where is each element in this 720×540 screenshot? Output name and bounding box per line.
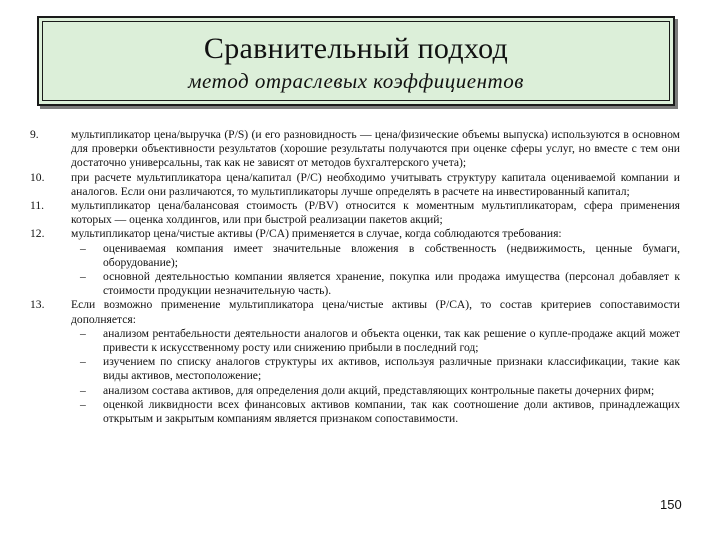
list-item-9	[30, 128, 680, 171]
sub-item-text: анализом состава активов, для определения доли акций, представляющих контрольные пакеты дочерних фирм;	[103, 383, 655, 397]
dash-bullet: –	[80, 270, 86, 284]
dash-bullet: –	[80, 397, 86, 411]
sub-item	[71, 242, 680, 270]
sub-item	[71, 355, 680, 383]
slide-title: Сравнительный подход	[203, 32, 509, 65]
sub-item	[71, 327, 680, 355]
item-text: мультипликатор цена/чистые активы (P/CA) применяется в случае, когда соблюдаются требования:	[71, 227, 562, 241]
dash-bullet: –	[80, 355, 86, 369]
sub-item-text: изучением по списку аналогов структуры их активов, используя различные признаки классификации, такие как виды активов, местоположение;	[103, 355, 680, 383]
list-item-10	[30, 171, 680, 199]
list-item-11	[30, 199, 680, 227]
dash-bullet: –	[80, 241, 86, 255]
item-number: 9.	[30, 128, 39, 141]
item-text: при расчете мультипликатора цена/капитал (P/C) необходимо учитывать структуру капитала оцениваемой компании и аналогов. Если они различаются, то мультипликаторы лучше определять в расчете на инвестированный капитал;	[71, 170, 680, 198]
sub-item-text: оценкой ликвидности всех финансовых активов компании, так как соотношение доли активов, принадлежащих открытым и закрытым компаниям является признаком сопоставимости.	[103, 397, 680, 426]
numbered-list	[30, 128, 680, 426]
list-item-13	[30, 298, 680, 426]
sub-item-text: анализом рентабельности деятельности аналогов и объекта оценки, так как решение о купле-продаже акций может привести к искусственному росту или снижению прибыли в последний год;	[103, 326, 680, 355]
slide-subtitle: метод отраслевых коэффициентов	[188, 69, 524, 93]
item-number: 11.	[30, 199, 45, 213]
dash-bullet: –	[80, 383, 86, 397]
sub-item	[71, 398, 680, 426]
dash-bullet: –	[80, 326, 86, 340]
sub-item	[71, 384, 680, 398]
list-item-12	[30, 227, 680, 298]
sub-item-text: основной деятельностью компании является хранение, покупка или продажа имущества (персонал добавляет к стоимости продукции незначительную часть).	[103, 270, 680, 298]
sub-item	[71, 270, 680, 298]
item-text: мультипликатор цена/выручка (P/S) (и его разновидность — цена/физические объемы выпуска) используются в основном для проверки объективности результатов (хорошие результаты получаются при оценке сферы услуг, но вместе с тем они достаточно универсальны, так как не зависят от методов бухгалтерского учета);	[71, 128, 680, 170]
sub-item-text: оцениваемая компания имеет значительные вложения в собственность (недвижимость, ценные бумаги, оборудование);	[103, 241, 680, 269]
item-number: 10.	[30, 170, 45, 184]
item-number: 13.	[30, 298, 45, 312]
title-box	[37, 16, 675, 106]
item-number: 12.	[30, 227, 45, 241]
item-text: мультипликатор цена/балансовая стоимость (P/BV) относится к моментным мультипликаторам, сфера применения которых — оценка холдингов, или при быстрой реализации пакетов акций;	[71, 199, 680, 227]
page-number: 150	[660, 497, 682, 512]
item-text: Если возможно применение мультипликатора цена/чистые активы (P/CA), то состав критериев сопоставимости дополняется:	[71, 298, 680, 326]
